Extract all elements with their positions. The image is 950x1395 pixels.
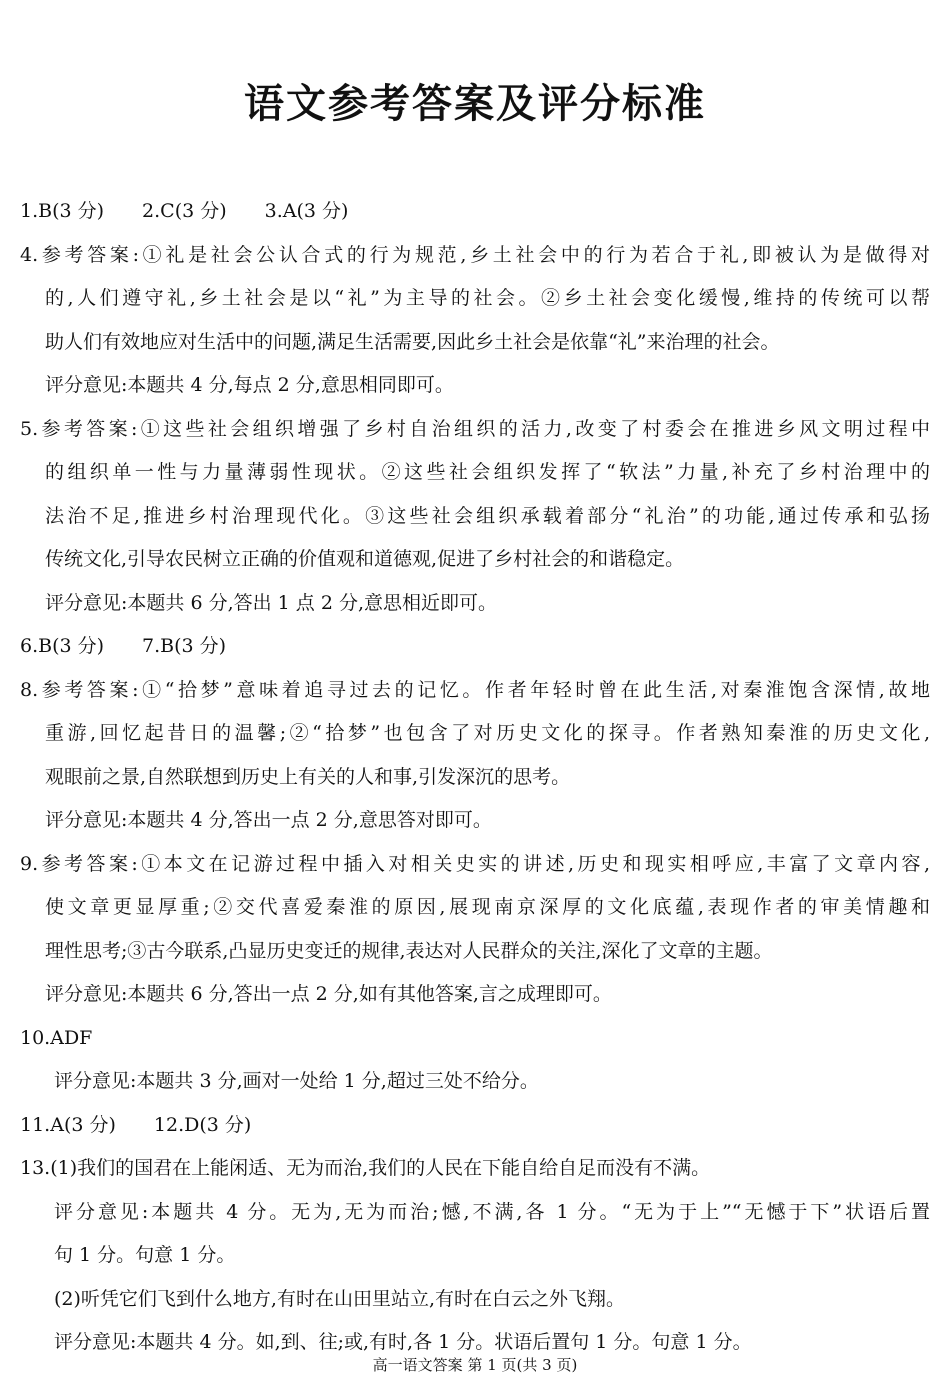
scoring-note-10: 评分意见:本题共 3 分,画对一处给 1 分,超过三处不给分。 [54, 1070, 539, 1092]
scoring-note-13-1: 评分意见:本题共 4 分。无为,无为而治;憾,不满,各 1 分。“无为于上”“无憾于下”状语后置 [54, 1200, 930, 1223]
answer-line-9: 9.参考答案:①本文在记游过程中插入对相关史实的讲述,历史和现实相呼应,丰富了文章内容, [20, 852, 930, 875]
answer-content [20, 190, 930, 1365]
answer-line-11-12: 11.A(3 分) 12.D(3 分) [20, 1113, 252, 1136]
answer-line-4-cont-2: 助人们有效地应对生活中的问题,满足生活需要,因此乡土社会是依靠“礼”来治理的社会。 [45, 330, 780, 353]
scoring-note-9: 评分意见:本题共 6 分,答出一点 2 分,如有其他答案,言之成理即可。 [45, 983, 612, 1005]
answer-line-5: 5.参考答案:①这些社会组织增强了乡村自治组织的活力,改变了村委会在推进乡风文明过程中 [20, 417, 930, 440]
answer-line-1-3: 1.B(3 分) 2.C(3 分) 3.A(3 分) [20, 200, 349, 222]
answer-line-8: 8.参考答案:①“拾梦”意味着追寻过去的记忆。作者年轻时曾在此生活,对秦淮饱含深情,故地 [20, 678, 930, 701]
answer-line-4: 4.参考答案:①礼是社会公认合式的行为规范,乡土社会中的行为若合于礼,即被认为是做得对 [20, 243, 930, 266]
scoring-note-4: 评分意见:本题共 4 分,每点 2 分,意思相同即可。 [45, 374, 454, 396]
page-footer: 高一语文答案 第 1 页(共 3 页) [372, 1356, 578, 1374]
answer-line-4-cont-1: 的,人们遵守礼,乡土社会是以“礼”为主导的社会。②乡土社会变化缓慢,维持的传统可以帮 [45, 287, 930, 309]
scoring-note-8: 评分意见:本题共 4 分,答出一点 2 分,意思答对即可。 [45, 809, 492, 831]
answer-line-8-cont-1: 重游,回忆起昔日的温馨;②“拾梦”也包含了对历史文化的探寻。作者熟知秦淮的历史文化, [45, 722, 930, 744]
answer-line-8-cont-2: 观眼前之景,自然联想到历史上有关的人和事,引发深沉的思考。 [45, 765, 571, 788]
answer-line-5-cont-2: 法治不足,推进乡村治理现代化。③这些社会组织承载着部分“礼治”的功能,通过传承和弘扬 [45, 504, 930, 527]
answer-line-5-cont-1: 的组织单一性与力量薄弱性现状。②这些社会组织发挥了“软法”力量,补充了乡村治理中的 [45, 461, 930, 483]
answer-line-9-cont-2: 理性思考;③古今联系,凸显历史变迁的规律,表达对人民群众的关注,深化了文章的主题。 [45, 939, 773, 962]
scoring-note-13-2: 评分意见:本题共 4 分。如,到、往;或,有时,各 1 分。状语后置句 1 分。句意 1 分。 [54, 1331, 752, 1353]
scoring-note-5: 评分意见:本题共 6 分,答出 1 点 2 分,意思相近即可。 [45, 591, 497, 614]
answer-line-6-7: 6.B(3 分) 7.B(3 分) [20, 635, 227, 657]
answer-line-13-2: (2)听凭它们飞到什么地方,有时在山田里站立,有时在白云之外飞翔。 [54, 1287, 625, 1310]
answer-line-13-1: 13.(1)我们的国君在上能闲适、无为而治,我们的人民在下能自给自足而没有不满。 [20, 1157, 711, 1179]
answer-line-10: 10.ADF [20, 1026, 93, 1049]
scoring-note-13-1-cont: 句 1 分。句意 1 分。 [54, 1244, 236, 1266]
answer-line-9-cont-1: 使文章更显厚重;②交代喜爱秦淮的原因,展现南京深厚的文化底蕴,表现作者的审美情趣和 [45, 896, 930, 918]
page-title: 语文参考答案及评分标准 [244, 81, 706, 127]
answer-line-5-cont-3: 传统文化,引导农民树立正确的价值观和道德观,促进了乡村社会的和谐稳定。 [45, 548, 685, 570]
